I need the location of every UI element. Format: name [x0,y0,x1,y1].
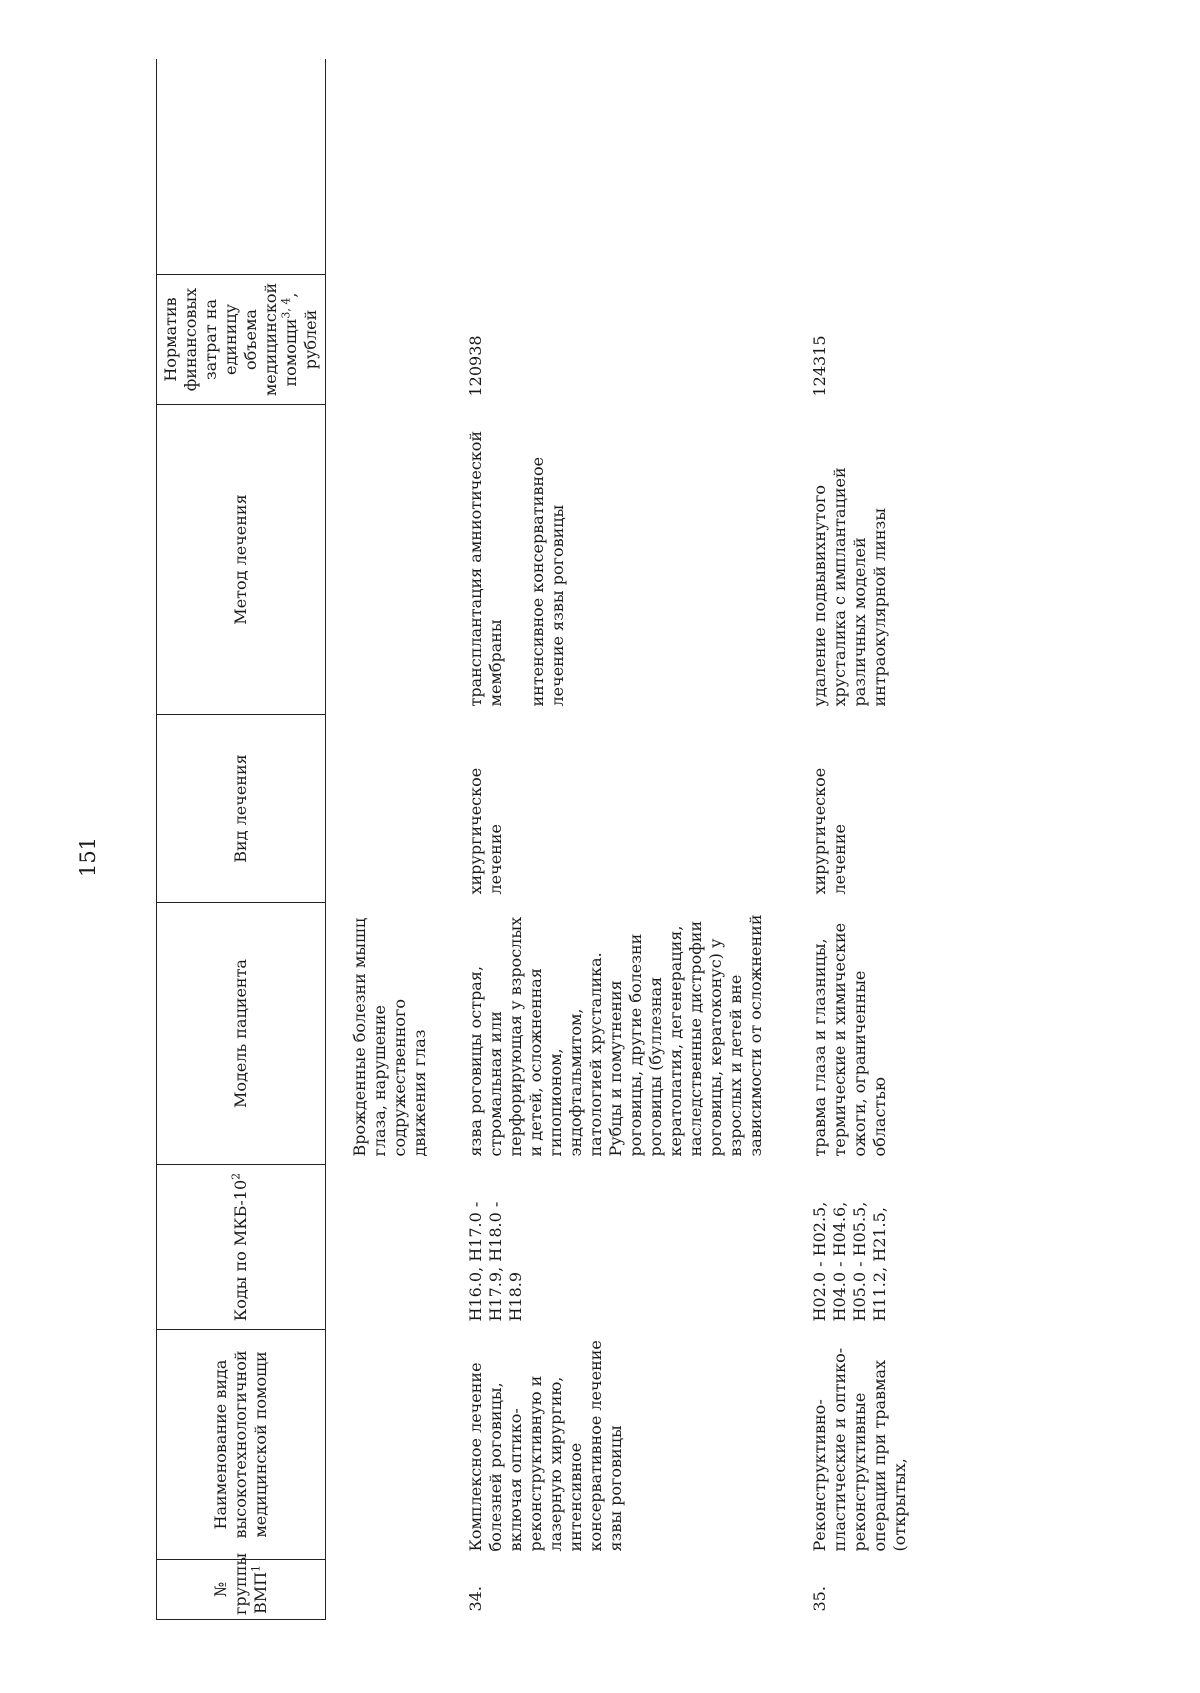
cell-model: травма глаза и глазницы, термические и химические ожоги, ограниченные областью [810,922,889,1157]
cell-num: 35. [810,1586,829,1612]
header-treatment-method: Метод лечения [157,405,326,715]
header-treatment-type: Вид лечения [157,715,326,903]
cell-num: 34. [466,1586,485,1612]
table-sheet [156,60,1156,1620]
cell-pad [766,60,910,275]
table-row [430,60,766,1620]
cell-method [326,405,431,715]
method-item: трансплантация амниотической мембраны [466,430,505,707]
cell-name: Реконструктивно-пластические и оптико-реконструктивные операции при травмах (открытых, [810,1347,909,1552]
cell-method [430,405,766,715]
cell-model: Врожденные болезни мышц глаза, нарушение содружественного движения глаз [350,917,429,1157]
cell-cost: 120938 [466,335,485,397]
cell-codes: H02.0 - H02.5, H04.0 - H04.6, H05.0 - H05.5, H11.2, H21.5, [810,1201,889,1322]
cell-pad [326,60,431,275]
cell-num [326,1560,431,1620]
cell-type: хирургическое лечение [810,767,849,895]
cell-model: язва роговицы острая, стромальная или перфорирующая у взрослых и детей, осложненная гипопионом, эндофтальмитом, патологией хрусталика. Рубцы и помутнения роговицы, другие болезни роговицы (буллезная кератопатия, дегенерация, наследственные дистрофии роговицы, кератоконус) у взрослых и детей вне зависимости от осложнений [466,914,765,1157]
cell-name [326,1330,431,1560]
method-item: интенсивное консервативное лечение язвы роговицы [528,456,567,707]
table-row [766,60,910,1620]
cell-method: удаление подвывихнутого хрусталика с имплантацией различных моделей интраокулярной линзы [810,467,889,707]
header-icd-codes: Коды по МКБ-$10^2$ [157,1165,326,1330]
cell-codes [326,1165,431,1330]
header-vmp-name: Наименование вида высокотехнологичной медицинской помощи [157,1330,326,1560]
table-row [326,60,431,1620]
page-number: 151 [76,836,100,878]
vmp-table [156,60,910,1621]
cell-type [326,715,431,903]
header-group-number: № группы ВМП$^1$ [157,1560,326,1620]
cell-pad [430,60,766,275]
header-cost-standard: Норматив финансовых затрат на единицу объема медицинской помощи$^{3, 4}$, рублей [157,275,326,405]
header-pad [157,60,326,275]
cell-cost: 124315 [810,335,829,397]
header-patient-model: Модель пациента [157,903,326,1165]
cell-codes: H16.0, H17.0 - H17.9, H18.0 - H18.9 [466,1201,525,1322]
cell-cost [326,275,431,405]
cell-name: Комплексное лечение болезней роговицы, включая оптико-реконструктивную и лазерную хирургию, интенсивное консервативное лечение язвы роговицы [466,1340,625,1552]
table-header-row [157,60,326,1620]
cell-type: хирургическое лечение [466,767,505,895]
